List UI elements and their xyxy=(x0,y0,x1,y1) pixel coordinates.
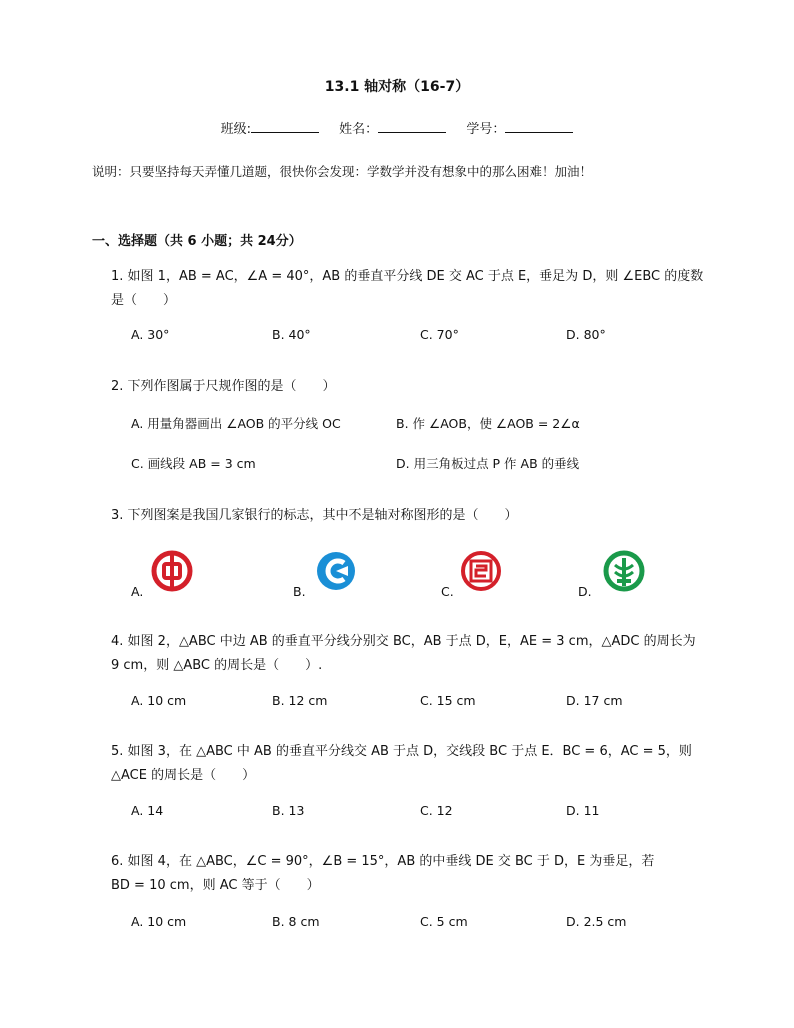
question-6-option-a[interactable]: A. 10 cm xyxy=(131,914,187,929)
name-label: 姓名： xyxy=(339,122,379,137)
question-2-option-d[interactable]: D. 用三角板过点 P 作 AB 的垂线 xyxy=(396,456,580,471)
question-4 xyxy=(111,630,711,678)
question-1-line-1: 1. 如图 1，AB = AC，∠A = 40°，AB 的垂直平分线 DE 交 AC 于点 E，垂足为 D，则 ∠EBC 的度数 xyxy=(111,269,704,284)
question-4-option-d[interactable]: D. 17 cm xyxy=(566,693,623,708)
question-4-line-1: 4. 如图 2，△ABC 中边 AB 的垂直平分线分别交 BC，AB 于点 D，E，AE = 3 cm，△ADC 的周长为 xyxy=(111,634,696,649)
name-field xyxy=(339,118,446,137)
question-1-option-b[interactable]: B. 40° xyxy=(272,327,311,342)
class-field xyxy=(221,118,319,137)
question-4-option-a[interactable]: A. 10 cm xyxy=(131,693,187,708)
question-3-option-d[interactable]: D. xyxy=(578,584,592,599)
question-5-option-b[interactable]: B. 13 xyxy=(272,803,305,818)
question-3-option-c[interactable]: C. xyxy=(441,584,454,599)
id-blank[interactable] xyxy=(505,120,573,133)
student-info-row xyxy=(0,118,794,137)
question-3-option-a[interactable]: A. xyxy=(131,584,144,599)
bank-of-china-logo xyxy=(150,549,194,593)
question-5-line-2: △ACE 的周长是（ ） xyxy=(111,768,256,783)
class-blank[interactable] xyxy=(251,120,319,133)
instruction-note: 说明：只要坚持每天弄懂几道题，很快你会发现：学数学并没有想象中的那么困难！加油！ xyxy=(92,164,593,179)
icbc-logo xyxy=(459,549,503,593)
agricultural-bank-logo xyxy=(602,549,646,593)
name-blank[interactable] xyxy=(378,120,446,133)
question-1-line-2: 是（ ） xyxy=(111,293,177,308)
question-2-option-a[interactable]: A. 用量角器画出 ∠AOB 的平分线 OC xyxy=(131,416,341,431)
question-2 xyxy=(111,375,711,399)
question-6-option-d[interactable]: D. 2.5 cm xyxy=(566,914,627,929)
question-6-option-c[interactable]: C. 5 cm xyxy=(420,914,468,929)
question-2-line-1: 2. 下列作图属于尺规作图的是（ ） xyxy=(111,379,336,394)
question-1 xyxy=(111,265,711,313)
question-6-line-1: 6. 如图 4，在 △ABC，∠C = 90°，∠B = 15°，AB 的中垂线 DE 交 BC 于 D，E 为垂足，若 xyxy=(111,854,655,869)
question-3 xyxy=(111,504,711,528)
id-label: 学号： xyxy=(466,122,506,137)
question-5-option-a[interactable]: A. 14 xyxy=(131,803,164,818)
section-title: 一、选择题（共 6 小题；共 24分） xyxy=(92,234,302,249)
question-1-option-d[interactable]: D. 80° xyxy=(566,327,606,342)
question-1-option-a[interactable]: A. 30° xyxy=(131,327,170,342)
question-5-option-d[interactable]: D. 11 xyxy=(566,803,600,818)
question-1-option-c[interactable]: C. 70° xyxy=(420,327,459,342)
question-6-option-b[interactable]: B. 8 cm xyxy=(272,914,320,929)
question-3-option-b[interactable]: B. xyxy=(293,584,306,599)
page-title: 13.1 轴对称（16-7） xyxy=(324,79,470,95)
question-2-option-c[interactable]: C. 画线段 AB = 3 cm xyxy=(131,456,256,471)
question-4-line-2: 9 cm，则 △ABC 的周长是（ ）. xyxy=(111,658,323,673)
question-5-option-c[interactable]: C. 12 xyxy=(420,803,453,818)
construction-bank-logo xyxy=(314,549,358,593)
class-label: 班级: xyxy=(220,122,252,137)
question-5 xyxy=(111,740,711,788)
id-field xyxy=(466,118,573,137)
question-4-option-b[interactable]: B. 12 cm xyxy=(272,693,328,708)
question-3-line-1: 3. 下列图案是我国几家银行的标志，其中不是轴对称图形的是（ ） xyxy=(111,508,518,523)
question-5-line-1: 5. 如图 3，在 △ABC 中 AB 的垂直平分线交 AB 于点 D，交线段 BC 于点 E．BC = 6，AC = 5，则 xyxy=(111,744,692,759)
question-6 xyxy=(111,850,711,898)
question-4-option-c[interactable]: C. 15 cm xyxy=(420,693,476,708)
question-6-line-2: BD = 10 cm，则 AC 等于（ ） xyxy=(111,878,320,893)
question-2-option-b[interactable]: B. 作 ∠AOB，使 ∠AOB = 2∠α xyxy=(396,416,580,431)
